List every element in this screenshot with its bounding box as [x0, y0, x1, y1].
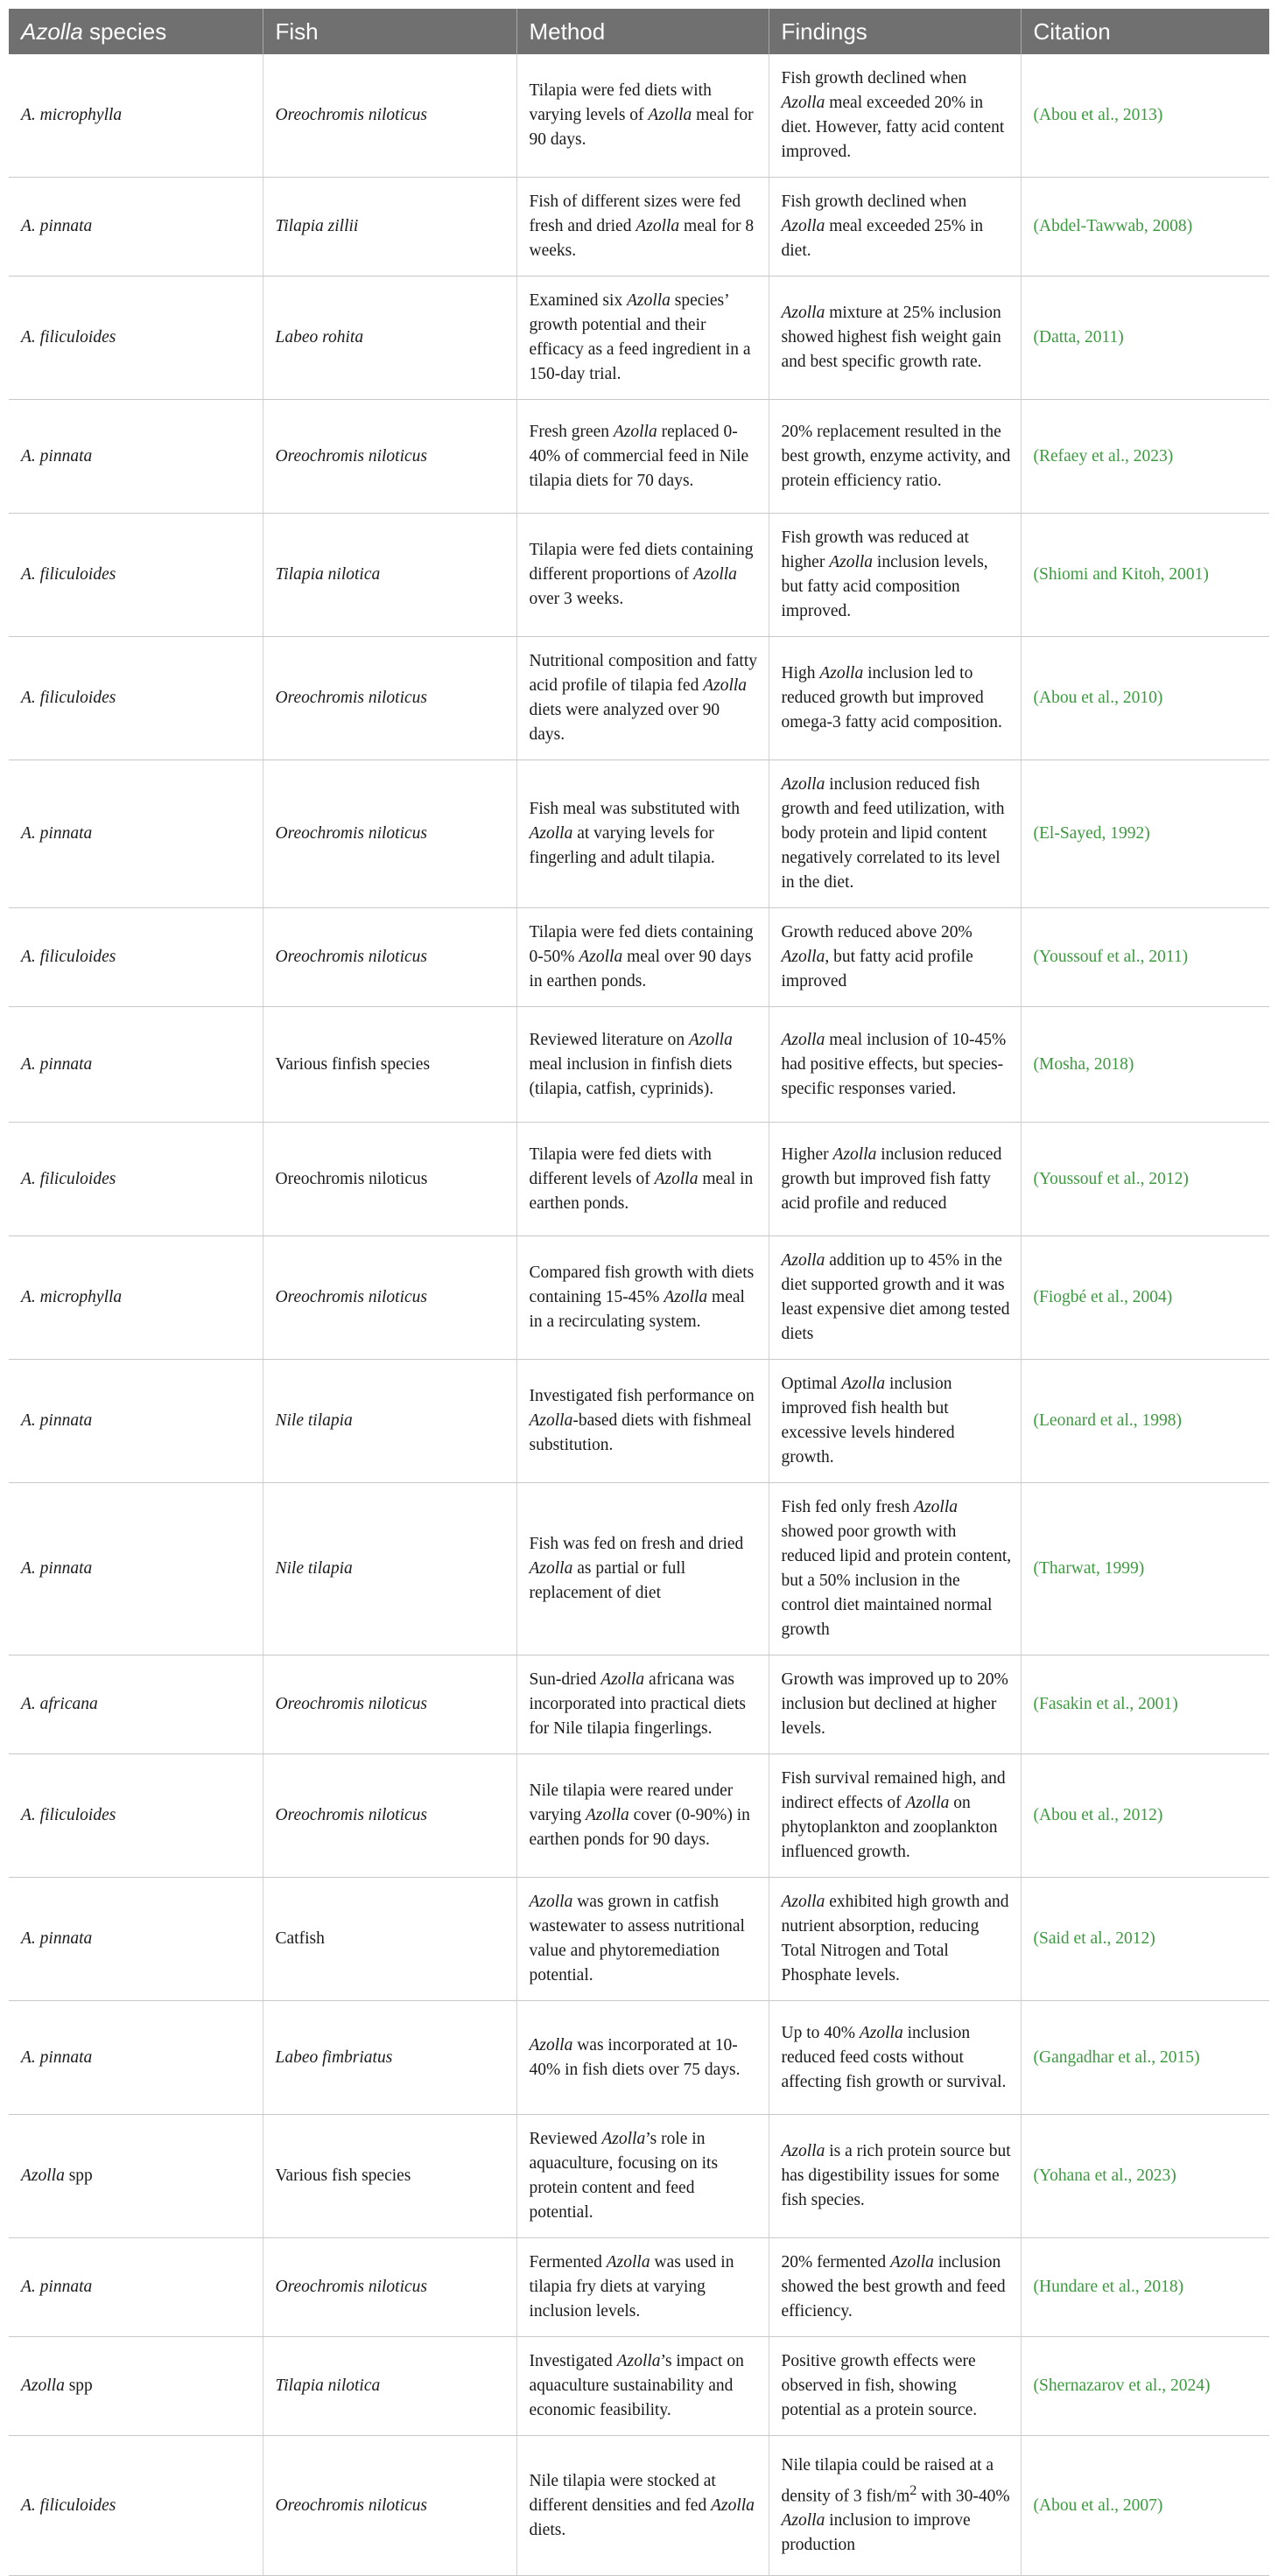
cell-findings: Fish growth was reduced at higher Azolla inclusion levels, but fatty acid composition improved.	[769, 514, 1021, 637]
cell-fish: Labeo rohita	[263, 276, 516, 400]
cell-method: Fish meal was substituted with Azolla at varying levels for fingerling and adult tilapia.	[516, 760, 769, 908]
cell-fish: Tilapia zillii	[263, 178, 516, 276]
cell-citation: (Abou et al., 2012)	[1021, 1754, 1269, 1878]
cell-citation: (Shernazarov et al., 2024)	[1021, 2337, 1269, 2436]
cell-fish: Oreochromis niloticus	[263, 1656, 516, 1754]
cell-method: Investigated fish performance on Azolla-based diets with fishmeal substitution.	[516, 1360, 769, 1483]
cell-species: A. filiculoides	[9, 514, 263, 637]
cell-findings: Azolla meal inclusion of 10-45% had positive effects, but species-specific responses varied.	[769, 1007, 1021, 1123]
table-row	[9, 2001, 1269, 2115]
cell-method: Nile tilapia were stocked at different densities and fed Azolla diets.	[516, 2436, 769, 2576]
table-row	[9, 276, 1269, 400]
cell-citation: (Youssouf et al., 2012)	[1021, 1123, 1269, 1236]
cell-citation: (Datta, 2011)	[1021, 276, 1269, 400]
cell-findings: Nile tilapia could be raised at a density of 3 fish/$m^2$ with 30-40% Azolla inclusion to improve production	[769, 2436, 1021, 2576]
header-method: Method	[516, 9, 769, 54]
cell-citation: (Mosha, 2018)	[1021, 1007, 1269, 1123]
cell-findings: Azolla is a rich protein source but has digestibility issues for some fish species.	[769, 2115, 1021, 2238]
cell-fish: Tilapia nilotica	[263, 514, 516, 637]
cell-citation: (Refaey et al., 2023)	[1021, 400, 1269, 514]
cell-fish: Oreochromis niloticus	[263, 2238, 516, 2337]
cell-citation: (Tharwat, 1999)	[1021, 1483, 1269, 1656]
cell-findings: Azolla addition up to 45% in the diet supported growth and it was least expensive diet among tested diets	[769, 1236, 1021, 1360]
cell-findings: Higher Azolla inclusion reduced growth but improved fish fatty acid profile and reduced	[769, 1123, 1021, 1236]
cell-species: A. filiculoides	[9, 1123, 263, 1236]
cell-citation: (Abou et al., 2013)	[1021, 54, 1269, 178]
citation-link[interactable]: Leonard et al., 1998	[1039, 1411, 1176, 1430]
cell-species: A. pinnata	[9, 2001, 263, 2115]
citation-link[interactable]: Refaey et al., 2023	[1039, 446, 1168, 466]
cell-findings: 20% fermented Azolla inclusion showed the best growth and feed efficiency.	[769, 2238, 1021, 2337]
citation-link[interactable]: Datta, 2011	[1039, 328, 1119, 346]
header-findings: Findings	[769, 9, 1021, 54]
cell-fish: Various finfish species	[263, 1007, 516, 1123]
cell-species: A. filiculoides	[9, 908, 263, 1007]
cell-species: A. pinnata	[9, 760, 263, 908]
cell-findings: Azolla exhibited high growth and nutrient absorption, reducing Total Nitrogen and Total Phosphate levels.	[769, 1878, 1021, 2001]
citation-link[interactable]: Shiomi and Kitoh, 2001	[1039, 565, 1204, 584]
table-row	[9, 1656, 1269, 1754]
cell-citation: (Abou et al., 2007)	[1021, 2436, 1269, 2576]
cell-citation: (Hundare et al., 2018)	[1021, 2238, 1269, 2337]
cell-species: A. pinnata	[9, 1360, 263, 1483]
cell-species: Azolla spp	[9, 2337, 263, 2436]
cell-citation: (Shiomi and Kitoh, 2001)	[1021, 514, 1269, 637]
table-row	[9, 637, 1269, 760]
cell-citation: (Fasakin et al., 2001)	[1021, 1656, 1269, 1754]
cell-findings: Growth was improved up to 20% inclusion but declined at higher levels.	[769, 1656, 1021, 1754]
citation-link[interactable]: Abou et al., 2010	[1039, 689, 1157, 707]
table-row	[9, 2436, 1269, 2576]
cell-citation: (Abdel-Tawwab, 2008)	[1021, 178, 1269, 276]
cell-fish: Tilapia nilotica	[263, 2337, 516, 2436]
cell-method: Tilapia were fed diets containing 0-50% Azolla meal over 90 days in earthen ponds.	[516, 908, 769, 1007]
citation-link[interactable]: Gangadhar et al., 2015	[1039, 2048, 1195, 2067]
table-row	[9, 2238, 1269, 2337]
header-citation: Citation	[1021, 9, 1269, 54]
cell-fish: Various fish species	[263, 2115, 516, 2238]
table-row	[9, 2115, 1269, 2238]
cell-species: A. pinnata	[9, 1483, 263, 1656]
table-row	[9, 178, 1269, 276]
cell-method: Investigated Azolla’s impact on aquaculture sustainability and economic feasibility.	[516, 2337, 769, 2436]
cell-fish: Oreochromis niloticus	[263, 1236, 516, 1360]
citation-link[interactable]: Youssouf et al., 2011	[1039, 948, 1183, 966]
cell-fish: Nile tilapia	[263, 1360, 516, 1483]
citation-link[interactable]: Hundare et al., 2018	[1039, 2278, 1178, 2296]
cell-species: A. pinnata	[9, 178, 263, 276]
header-fish: Fish	[263, 9, 516, 54]
table-row	[9, 1236, 1269, 1360]
table-row	[9, 760, 1269, 908]
citation-link[interactable]: Youssouf et al., 2012	[1039, 1169, 1183, 1188]
cell-species: A. filiculoides	[9, 1754, 263, 1878]
cell-method: Azolla was incorporated at 10-40% in fish diets over 75 days.	[516, 2001, 769, 2115]
cell-fish: Oreochromis niloticus	[263, 1754, 516, 1878]
table-body	[9, 54, 1269, 2576]
cell-citation: (Gangadhar et al., 2015)	[1021, 2001, 1269, 2115]
cell-citation: (Youssouf et al., 2011)	[1021, 908, 1269, 1007]
azolla-fish-feeding-studies-table	[9, 9, 1269, 2576]
table-row	[9, 1007, 1269, 1123]
cell-species: Azolla spp	[9, 2115, 263, 2238]
cell-method: Tilapia were fed diets with different levels of Azolla meal in earthen ponds.	[516, 1123, 769, 1236]
cell-findings: Fish growth declined when Azolla meal exceeded 20% in diet. However, fatty acid content improved.	[769, 54, 1021, 178]
cell-fish: Oreochromis niloticus	[263, 908, 516, 1007]
cell-findings: Up to 40% Azolla inclusion reduced feed costs without affecting fish growth or survival.	[769, 2001, 1021, 2115]
citation-link[interactable]: Abou et al., 2012	[1039, 1806, 1157, 1824]
cell-fish: Oreochromis niloticus	[263, 400, 516, 514]
citation-link[interactable]: Abou et al., 2013	[1039, 106, 1157, 124]
cell-species: A. pinnata	[9, 400, 263, 514]
citation-link[interactable]: Shernazarov et al., 2024	[1039, 2376, 1204, 2395]
cell-citation: (Said et al., 2012)	[1021, 1878, 1269, 2001]
cell-species: A. filiculoides	[9, 637, 263, 760]
cell-method: Fish of different sizes were fed fresh and dried Azolla meal for 8 weeks.	[516, 178, 769, 276]
table-row	[9, 514, 1269, 637]
cell-fish: Oreochromis niloticus	[263, 54, 516, 178]
cell-findings: High Azolla inclusion led to reduced growth but improved omega-3 fatty acid composition.	[769, 637, 1021, 760]
cell-method: Reviewed literature on Azolla meal inclusion in finfish diets (tilapia, catfish, cyprinids).	[516, 1007, 769, 1123]
table-row	[9, 1878, 1269, 2001]
cell-fish: Oreochromis niloticus	[263, 1123, 516, 1236]
cell-citation: (Leonard et al., 1998)	[1021, 1360, 1269, 1483]
cell-findings: Positive growth effects were observed in fish, showing potential as a protein source.	[769, 2337, 1021, 2436]
cell-species: A. africana	[9, 1656, 263, 1754]
cell-method: Compared fish growth with diets containing 15-45% Azolla meal in a recirculating system.	[516, 1236, 769, 1360]
citation-link[interactable]: Fiogbé et al., 2004	[1039, 1288, 1167, 1306]
cell-fish: Oreochromis niloticus	[263, 760, 516, 908]
cell-fish: Labeo fimbriatus	[263, 2001, 516, 2115]
cell-citation: (El-Sayed, 1992)	[1021, 760, 1269, 908]
cell-method: Fish was fed on fresh and dried Azolla as partial or full replacement of diet	[516, 1483, 769, 1656]
cell-method: Reviewed Azolla’s role in aquaculture, focusing on its protein content and feed potential.	[516, 2115, 769, 2238]
cell-species: A. filiculoides	[9, 2436, 263, 2576]
cell-species: A. microphylla	[9, 54, 263, 178]
cell-species: A. pinnata	[9, 1878, 263, 2001]
cell-fish: Oreochromis niloticus	[263, 637, 516, 760]
cell-method: Tilapia were fed diets with varying levels of Azolla meal for 90 days.	[516, 54, 769, 178]
cell-findings: Growth reduced above 20% Azolla, but fatty acid profile improved	[769, 908, 1021, 1007]
cell-method: Nutritional composition and fatty acid profile of tilapia fed Azolla diets were analyzed over 90 days.	[516, 637, 769, 760]
cell-fish: Oreochromis niloticus	[263, 2436, 516, 2576]
cell-findings: Azolla inclusion reduced fish growth and feed utilization, with body protein and lipid content negatively correlated to its level in the diet.	[769, 760, 1021, 908]
cell-method: Examined six Azolla species’ growth potential and their efficacy as a feed ingredient in a 150-day trial.	[516, 276, 769, 400]
cell-method: Nile tilapia were reared under varying Azolla cover (0-90%) in earthen ponds for 90 days.	[516, 1754, 769, 1878]
table-row	[9, 1360, 1269, 1483]
cell-method: Fresh green Azolla replaced 0-40% of commercial feed in Nile tilapia diets for 70 days.	[516, 400, 769, 514]
citation-link[interactable]: El-Sayed, 1992	[1039, 824, 1145, 843]
table-row	[9, 54, 1269, 178]
cell-species: A. pinnata	[9, 1007, 263, 1123]
table-header	[9, 9, 1269, 54]
citation-link[interactable]: Said et al., 2012	[1039, 1929, 1150, 1948]
cell-citation: (Yohana et al., 2023)	[1021, 2115, 1269, 2238]
citation-link[interactable]: Abdel-Tawwab, 2008	[1039, 217, 1187, 235]
citation-link[interactable]: Tharwat, 1999	[1039, 1559, 1139, 1578]
cell-species: A. microphylla	[9, 1236, 263, 1360]
cell-findings: Fish survival remained high, and indirect effects of Azolla on phytoplankton and zooplankton influenced growth.	[769, 1754, 1021, 1878]
cell-fish: Nile tilapia	[263, 1483, 516, 1656]
cell-findings: Fish fed only fresh Azolla showed poor growth with reduced lipid and protein content, but a 50% inclusion in the control diet maintained normal growth	[769, 1483, 1021, 1656]
table-row	[9, 1754, 1269, 1878]
cell-species: A. pinnata	[9, 2238, 263, 2337]
cell-findings: Fish growth declined when Azolla meal exceeded 25% in diet.	[769, 178, 1021, 276]
header-species: Azolla species	[9, 9, 263, 54]
table-row	[9, 400, 1269, 514]
citation-link[interactable]: Yohana et al., 2023	[1039, 2166, 1171, 2185]
cell-findings: Optimal Azolla inclusion improved fish health but excessive levels hindered growth.	[769, 1360, 1021, 1483]
table-row	[9, 908, 1269, 1007]
cell-method: Fermented Azolla was used in tilapia fry diets at varying inclusion levels.	[516, 2238, 769, 2337]
citation-link[interactable]: Fasakin et al., 2001	[1039, 1695, 1173, 1713]
table-row	[9, 1123, 1269, 1236]
table-container	[9, 9, 1269, 2576]
citation-link[interactable]: Abou et al., 2007	[1039, 2496, 1157, 2515]
cell-species: A. filiculoides	[9, 276, 263, 400]
cell-citation: (Abou et al., 2010)	[1021, 637, 1269, 760]
cell-method: Azolla was grown in catfish wastewater to assess nutritional value and phytoremediation potential.	[516, 1878, 769, 2001]
cell-fish: Catfish	[263, 1878, 516, 2001]
table-row	[9, 2337, 1269, 2436]
table-row	[9, 1483, 1269, 1656]
cell-citation: (Fiogbé et al., 2004)	[1021, 1236, 1269, 1360]
cell-method: Sun-dried Azolla africana was incorporated into practical diets for Nile tilapia fingerlings.	[516, 1656, 769, 1754]
cell-findings: Azolla mixture at 25% inclusion showed highest fish weight gain and best specific growth rate.	[769, 276, 1021, 400]
header-row	[9, 9, 1269, 54]
cell-findings: 20% replacement resulted in the best growth, enzyme activity, and protein efficiency ratio.	[769, 400, 1021, 514]
cell-method: Tilapia were fed diets containing different proportions of Azolla over 3 weeks.	[516, 514, 769, 637]
citation-link[interactable]: Mosha, 2018	[1039, 1054, 1128, 1074]
